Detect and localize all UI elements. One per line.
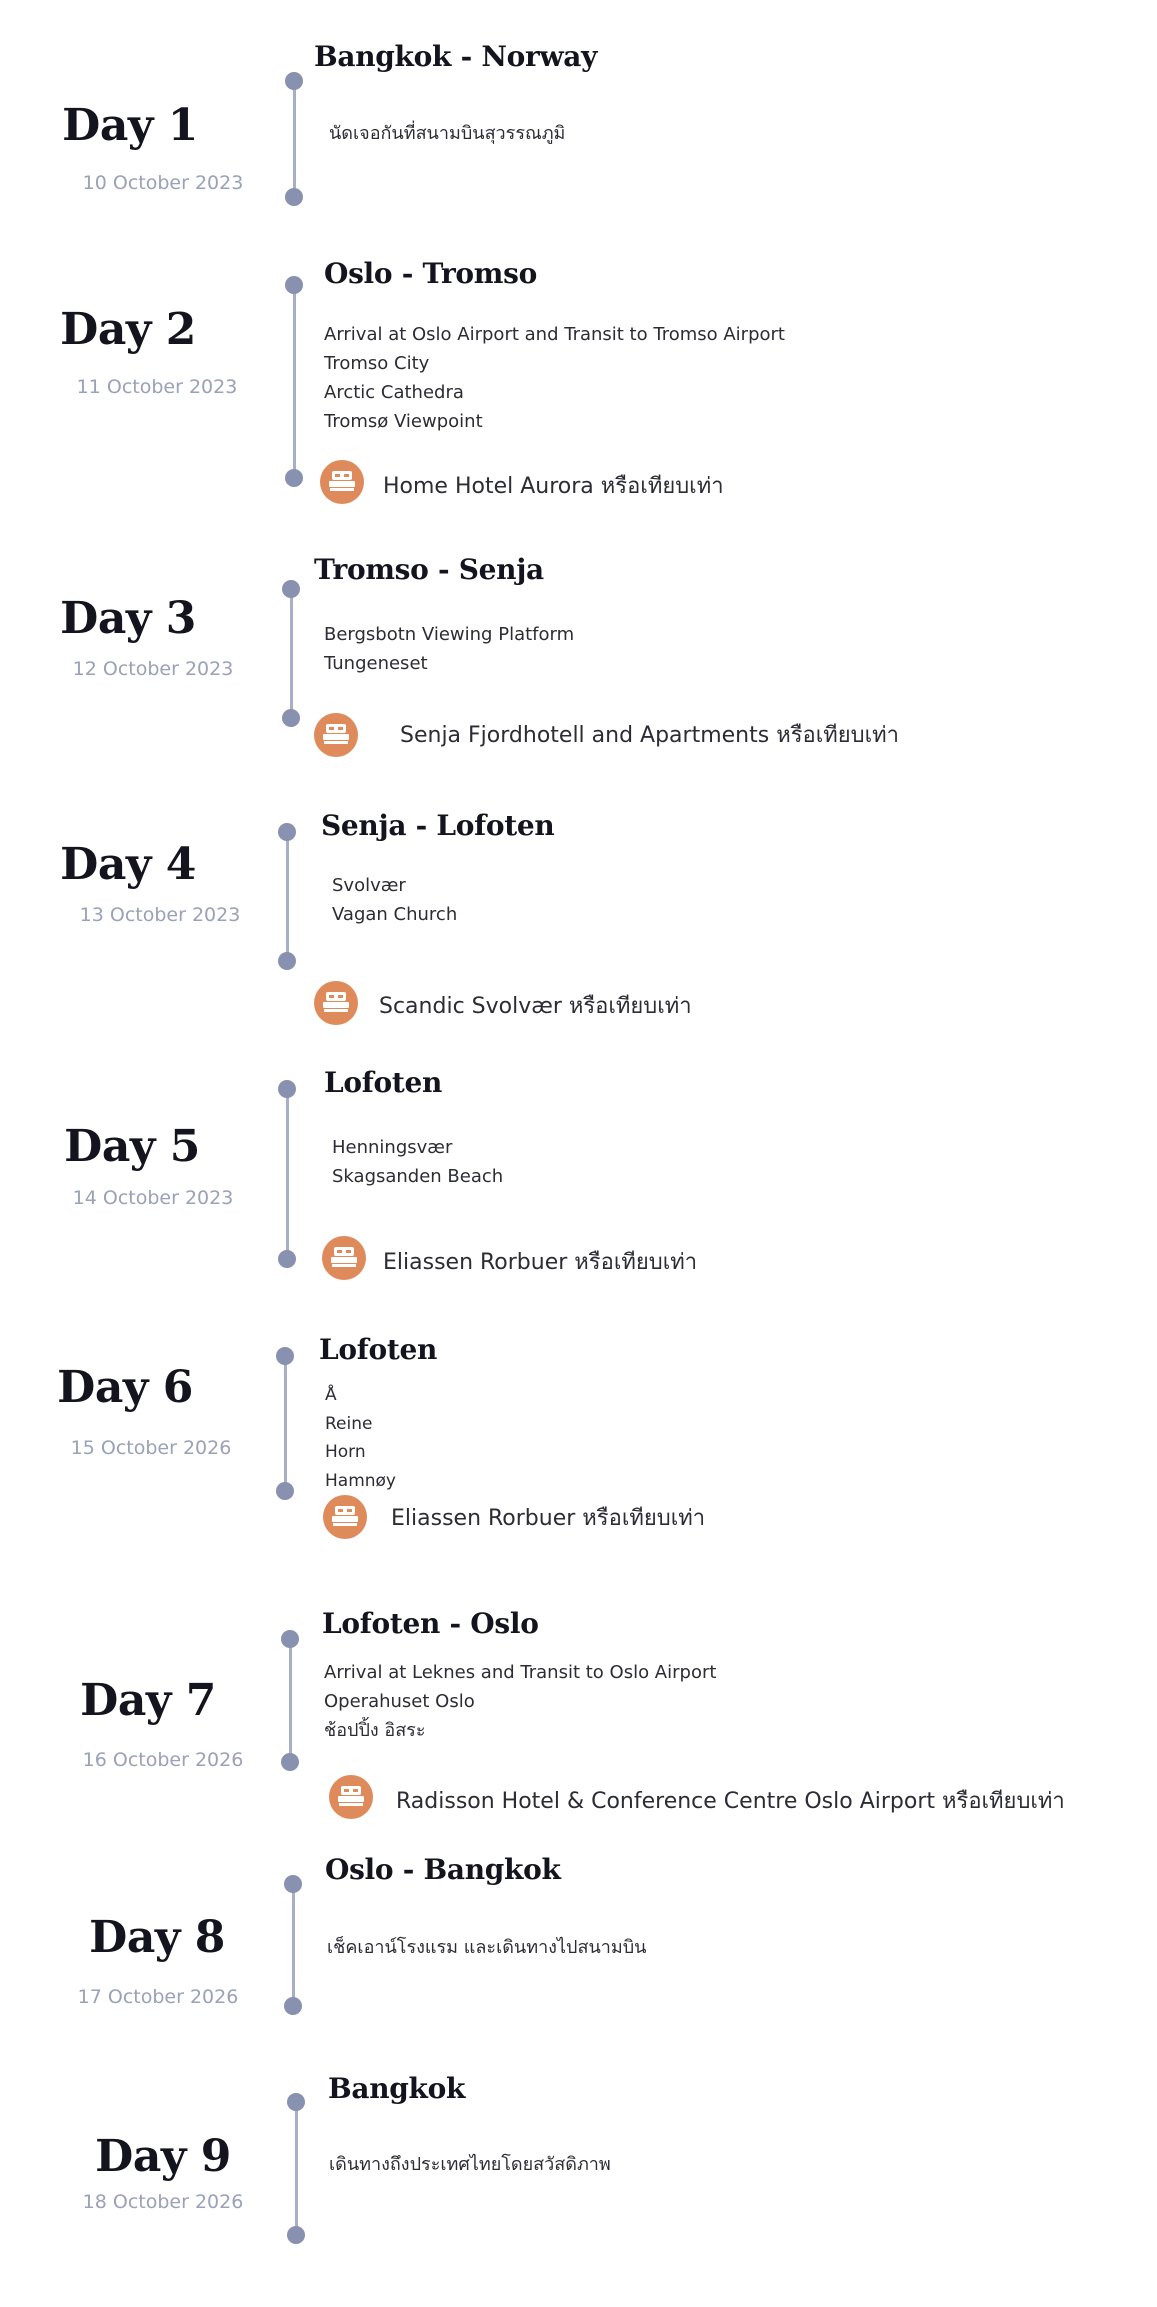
place-item: Å: [325, 1385, 337, 1405]
route-title: Lofoten: [324, 1066, 443, 1099]
timeline-line: [286, 1090, 289, 1259]
place-list: [324, 1658, 716, 1745]
hotel-name: Scandic Svolvær หรือเทียบเท่า: [379, 994, 692, 1019]
timeline-dot: [278, 823, 296, 841]
hotel-name: Eliassen Rorbuer หรือเทียบเท่า: [391, 1506, 706, 1531]
day-date: 16 October 2026: [82, 1749, 244, 1771]
route-title: Senja - Lofoten: [321, 809, 555, 842]
route-title: Tromso - Senja: [314, 553, 544, 586]
timeline-dot: [282, 580, 300, 598]
timeline-dot: [276, 1482, 294, 1500]
timeline-dot: [278, 1250, 296, 1268]
place-item: Tromso City: [324, 353, 430, 374]
hotel-name: Eliassen Rorbuer หรือเทียบเท่า: [383, 1250, 698, 1275]
place-item: Skagsanden Beach: [332, 1166, 504, 1187]
bed-icon: [322, 1236, 366, 1280]
place-list: [327, 1933, 646, 1962]
day-label: Day 6: [57, 1362, 193, 1413]
route-title: Oslo - Tromso: [324, 257, 537, 290]
hotel-name: Radisson Hotel & Conference Centre Oslo Airport หรือเทียบเท่า: [396, 1789, 1065, 1814]
place-list: [329, 2150, 611, 2179]
bed-icon: [314, 981, 358, 1025]
bed-icon: [323, 1495, 367, 1539]
hotel-name: Home Hotel Aurora หรือเทียบเท่า: [383, 474, 724, 499]
timeline-line: [293, 284, 296, 478]
place-list: [329, 119, 565, 148]
day-date: 15 October 2026: [70, 1437, 232, 1459]
bed-icon: [320, 460, 364, 504]
place-item: Tromsø Viewpoint: [324, 411, 483, 432]
timeline-dot: [284, 1997, 302, 2015]
timeline-dot: [285, 276, 303, 294]
timeline-dot: [287, 2093, 305, 2111]
place-item: Henningsvær: [332, 1137, 453, 1158]
place-item: Hamnøy: [325, 1470, 396, 1491]
timeline-dot: [278, 952, 296, 970]
place-item: Tungeneset: [324, 653, 428, 674]
timeline-line: [290, 590, 293, 718]
day-date: 14 October 2023: [72, 1187, 234, 1209]
timeline-dot: [278, 1080, 296, 1098]
place-item: เดินทางถึงประเทศไทยโดยสวัสดิภาพ: [329, 2154, 611, 2175]
hotel-name: Senja Fjordhotell and Apartments หรือเทียบเท่า: [400, 723, 899, 748]
day-label: Day 3: [60, 593, 196, 644]
timeline-dot: [287, 2226, 305, 2244]
place-list: [332, 1133, 503, 1191]
timeline-dot: [276, 1347, 294, 1365]
timeline-line: [293, 80, 296, 198]
day-date: 12 October 2023: [72, 658, 234, 680]
day-label: Day 1: [62, 100, 198, 151]
timeline-dot: [285, 72, 303, 90]
place-list: [324, 620, 574, 678]
day-label: Day 2: [60, 304, 196, 355]
route-title: Bangkok - Norway: [314, 40, 598, 73]
timeline-dot: [281, 1630, 299, 1648]
place-list: [324, 320, 785, 436]
route-title: Lofoten: [319, 1333, 438, 1366]
timeline-line: [284, 1357, 287, 1491]
bed-icon: [314, 713, 358, 757]
place-item: Operahuset Oslo: [324, 1691, 475, 1712]
place-item: เช็คเอาน์โรงแรม และเดินทางไปสนามบิน: [327, 1937, 647, 1958]
timeline-dot: [281, 1753, 299, 1771]
place-item: Arrival at Oslo Airport and Transit to Tromso Airport: [324, 324, 785, 345]
place-list: [332, 871, 457, 929]
place-item: นัดเจอกันที่สนามบินสุวรรณภูมิ: [329, 123, 566, 144]
timeline-dot: [285, 188, 303, 206]
bed-icon: [329, 1775, 373, 1819]
place-list: [325, 1381, 396, 1495]
place-item: ช้อปปิ้ง อิสระ: [324, 1720, 426, 1741]
timeline-dot: [284, 1875, 302, 1893]
day-label: Day 5: [64, 1121, 200, 1172]
day-label: Day 8: [89, 1912, 225, 1963]
day-date: 11 October 2023: [76, 376, 238, 398]
day-date: 10 October 2023: [82, 172, 244, 194]
place-item: Vagan Church: [332, 904, 458, 925]
place-item: Arrival at Leknes and Transit to Oslo Airport: [324, 1662, 717, 1683]
timeline-line: [295, 2103, 298, 2235]
place-item: Bergsbotn Viewing Platform: [324, 624, 575, 645]
route-title: Bangkok: [328, 2072, 466, 2105]
day-date: 17 October 2026: [77, 1986, 239, 2008]
place-item: Horn: [325, 1442, 366, 1462]
timeline-line: [289, 1640, 292, 1762]
place-item: Arctic Cathedra: [324, 382, 464, 403]
day-label: Day 9: [95, 2131, 231, 2182]
day-date: 18 October 2026: [82, 2191, 244, 2213]
day-label: Day 4: [60, 839, 196, 890]
day-label: Day 7: [80, 1675, 216, 1726]
route-title: Oslo - Bangkok: [325, 1853, 561, 1886]
timeline-line: [292, 1885, 295, 2006]
timeline-line: [286, 833, 289, 961]
route-title: Lofoten - Oslo: [322, 1607, 539, 1640]
timeline-dot: [282, 709, 300, 727]
timeline-dot: [285, 469, 303, 487]
place-item: Svolvær: [332, 875, 406, 896]
place-item: Reine: [325, 1413, 373, 1434]
day-date: 13 October 2023: [79, 904, 241, 926]
